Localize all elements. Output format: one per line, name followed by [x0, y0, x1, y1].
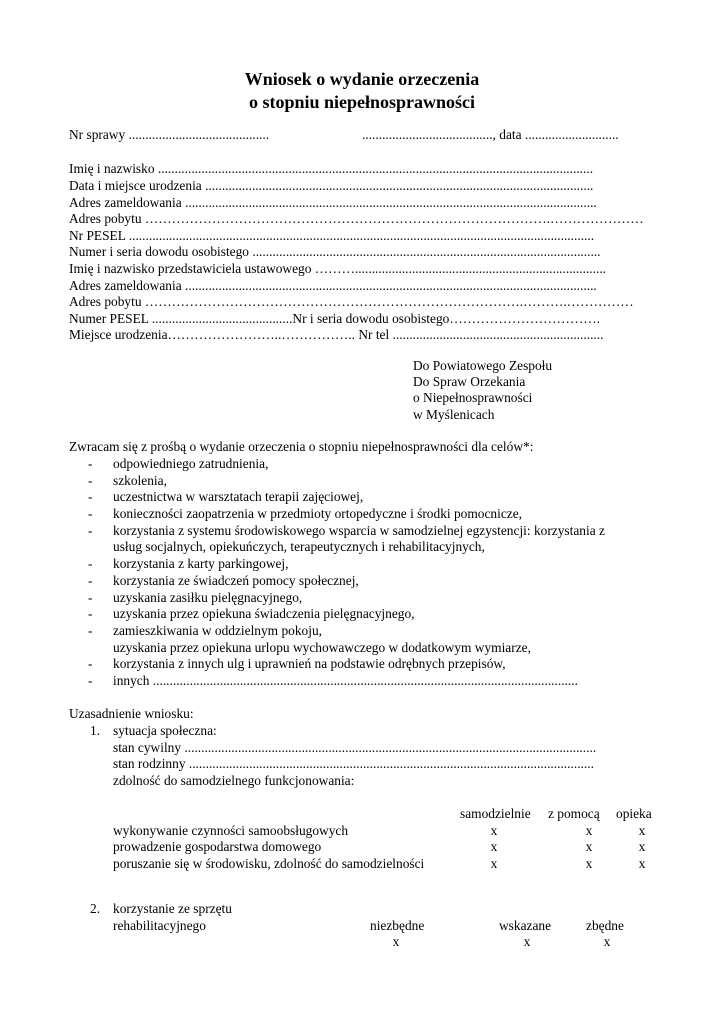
document-title-line-1: Wniosek o wydanie orzeczenia	[244, 69, 480, 89]
purpose-item: uzyskania przez opiekuna świadczenia pielęgnacyjnego,	[113, 606, 415, 621]
purpose-item: konieczności zaopatrzenia w przedmioty ortopedyczne i środki pomocnicze,	[113, 506, 522, 521]
equipment-header-unnecessary: zbędne	[586, 918, 624, 933]
purpose-item: korzystania ze świadczeń pomocy społecznej,	[113, 573, 359, 588]
birthplace-phone-field: Miejsce urodzenia……………………..…………….. Nr tel ...............................................................	[69, 327, 604, 342]
section-2-number: 2.	[90, 901, 101, 916]
bullet-dash: -	[88, 506, 93, 521]
bullet-dash: -	[88, 606, 93, 621]
registered-address-field: Adres zameldowania ...........................................................................................................................	[69, 195, 597, 210]
birth-date-place-field: Data i miejsce urodzenia ....................................................................................................................	[69, 178, 594, 193]
table-mark: x	[490, 823, 498, 838]
purpose-item: korzystania z systemu środowiskowego wsparcia w samodzielnej egzystencji: korzystania z	[113, 523, 605, 538]
table-mark: x	[585, 839, 593, 854]
purpose-item: odpowiedniego zatrudnienia,	[113, 456, 269, 471]
table-mark: x	[638, 823, 646, 838]
bullet-dash: -	[88, 489, 93, 504]
applicant-name-field: Imię i nazwisko ..................................................................................................................................	[69, 161, 594, 176]
addressee-line: Do Spraw Orzekania	[413, 374, 526, 389]
table-mark: x	[490, 839, 498, 854]
marital-status-field: stan cywilny ...........................................................................................................................	[113, 740, 597, 755]
table-mark: x	[490, 856, 498, 871]
purpose-item: szkolenia,	[113, 473, 167, 488]
equipment-mark: x	[523, 934, 531, 949]
bullet-dash: -	[88, 556, 93, 571]
bullet-dash: -	[88, 573, 93, 588]
table-row-label: poruszanie się w środowisku, zdolność do samodzielności	[113, 856, 425, 871]
equipment-header-recommended: wskazane	[499, 918, 552, 933]
purpose-item: uzyskania zasiłku pielęgnacyjnego,	[113, 590, 303, 605]
purpose-item-continuation: usług socjalnych, opiekuńczych, terapeutycznych i rehabilitacyjnych,	[113, 539, 485, 554]
bullet-dash: -	[88, 673, 93, 688]
residence-address-field: Adres pobytu ……………………………………………………………………………….…………………	[69, 211, 644, 226]
bullet-dash: -	[88, 523, 93, 538]
purpose-item: uczestnictwa w warsztatach terapii zajęciowej,	[113, 489, 364, 504]
section-1-number: 1.	[90, 723, 101, 738]
table-row-label: wykonywanie czynności samoobsługowych	[113, 823, 349, 838]
purpose-item: korzystania z innych ulg i uprawnień na podstawie odrębnych przepisów,	[113, 656, 506, 671]
purpose-item-other: innych ...............................................................................................................................	[113, 673, 578, 688]
pesel-field: Nr PESEL ...........................................................................................................................................	[69, 228, 595, 243]
table-row-label: prowadzenie gospodarstwa domowego	[113, 839, 322, 854]
document-title-line-2: o stopniu niepełnosprawności	[248, 92, 476, 112]
id-card-field: Numer i seria dowodu osobistego ........................................................................................................	[69, 244, 601, 259]
table-mark: x	[585, 856, 593, 871]
purpose-item: zamieszkiwania w oddzielnym pokoju,	[113, 623, 322, 638]
section-2-subtitle: rehabilitacyjnego	[113, 918, 206, 933]
representative-pesel-id-field: Numer PESEL ..........................................Nr i seria dowodu osobistego…………………………….	[69, 311, 601, 326]
table-mark: x	[638, 839, 646, 854]
bullet-dash: -	[88, 456, 93, 471]
bullet-dash: -	[88, 656, 93, 671]
request-intro: Zwracam się z prośbą o wydanie orzeczenia o stopniu niepełnosprawności dla celów*:	[69, 439, 534, 454]
representative-name-field: Imię i nazwisko przedstawiciela ustawowego ………...........................................................................	[69, 261, 607, 276]
functioning-heading: zdolność do samodzielnego funkcjonowania:	[113, 773, 355, 788]
justification-heading: Uzasadnienie wniosku:	[69, 706, 194, 721]
representative-residence-address-field: Adres pobytu ………………………………………………………………………….……….……………	[69, 294, 634, 309]
addressee-line: Do Powiatowego Zespołu	[413, 358, 553, 373]
purpose-item: korzystania z karty parkingowej,	[113, 556, 289, 571]
representative-registered-address-field: Adres zameldowania ...........................................................................................................................	[69, 278, 597, 293]
purpose-item-continuation: uzyskania przez opiekuna urlopu wychowawczego w dodatkowym wymiarze,	[113, 640, 531, 655]
case-number-field: Nr sprawy ..........................................	[69, 127, 270, 142]
equipment-mark: x	[392, 934, 400, 949]
equipment-header-necessary: niezbędne	[370, 918, 425, 933]
addressee-line: o Niepełnosprawności	[413, 390, 533, 405]
bullet-dash: -	[88, 623, 93, 638]
place-date-field: ......................................., data ............................	[362, 127, 619, 142]
section-2-title: korzystanie ze sprzętu	[113, 901, 232, 916]
section-1-title: sytuacja społeczna:	[113, 723, 217, 738]
table-header-with-help: z pomocą	[548, 806, 600, 821]
table-mark: x	[585, 823, 593, 838]
table-header-independent: samodzielnie	[460, 806, 531, 821]
table-mark: x	[638, 856, 646, 871]
bullet-dash: -	[88, 473, 93, 488]
family-status-field: stan rodzinny .........................................................................................................................	[113, 756, 594, 771]
table-header-care: opieka	[616, 806, 652, 821]
addressee-line: w Myślenicach	[413, 407, 495, 422]
bullet-dash: -	[88, 590, 93, 605]
equipment-mark: x	[603, 934, 611, 949]
